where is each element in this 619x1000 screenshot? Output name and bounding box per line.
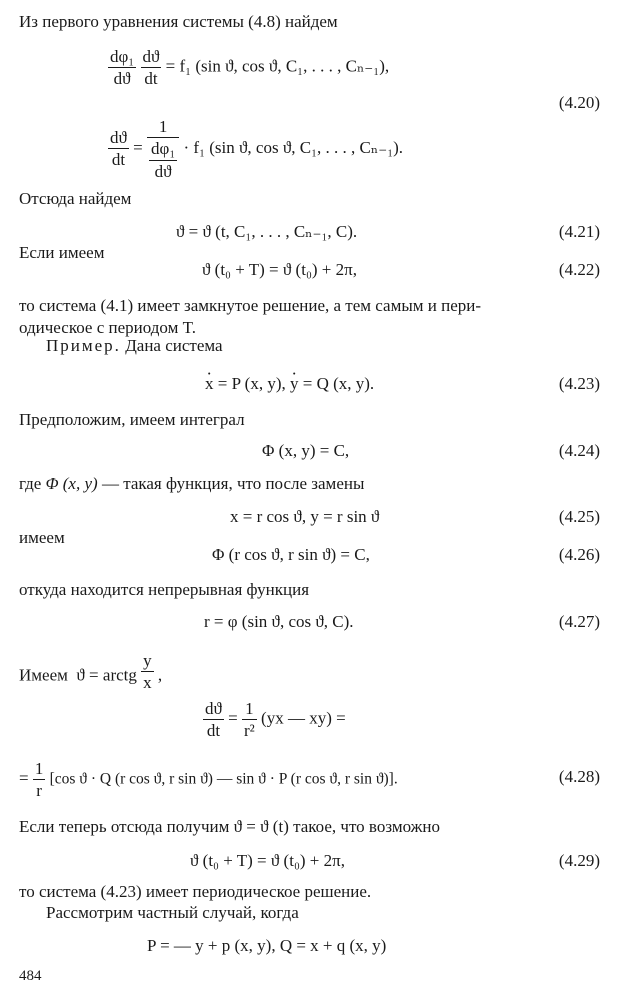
- text-line: то система (4.1) имеет замкнутое решение, а тем самым и пери-: [19, 296, 482, 315]
- equation-4-20-a: [108, 46, 389, 90]
- equation-number: (4.24): [558, 441, 600, 460]
- equation-part: = P (x, y),: [213, 374, 290, 393]
- equation-number: (4.29): [558, 851, 600, 870]
- equation-4-25: x = r cos ϑ, y = r sin ϑ: [230, 507, 380, 526]
- equation-rhs: = f₁ (sin ϑ, cos ϑ, C₁, . . . , Cₙ₋₁),: [165, 56, 390, 76]
- example-label: Пример.: [46, 336, 121, 355]
- text-line: Из первого уравнения системы (4.8) найдем: [19, 12, 338, 31]
- numerator: dϑ: [141, 46, 162, 68]
- equation-4-26: Φ (r cos ϑ, r sin ϑ) = C,: [212, 545, 370, 564]
- text-line: имеем: [19, 528, 65, 547]
- denominator: dt: [111, 150, 126, 170]
- x-dot: · x: [205, 374, 214, 394]
- equation-number: (4.20): [558, 93, 600, 112]
- denominator: r: [36, 781, 42, 801]
- numerator: 1: [33, 758, 46, 780]
- equation-part: = Q (x, y).: [298, 374, 375, 393]
- equation-4-20-b: [108, 116, 403, 182]
- text-part: Имеем: [19, 665, 68, 685]
- equation-number: (4.27): [558, 612, 600, 631]
- fraction: [108, 46, 136, 90]
- text-line: то система (4.23) имеет периодическое решение.: [19, 882, 372, 901]
- equation-rhs: · f₁ (sin ϑ, cos ϑ, C₁, . . . , Cₙ₋₁).: [183, 137, 404, 157]
- equation-4-29: ϑ (t₀ + T) = ϑ (t₀) + 2π,: [190, 851, 345, 870]
- example-text: Дана система: [120, 336, 223, 355]
- fraction: [242, 698, 257, 742]
- equation-4-28: [19, 758, 398, 802]
- equation-last: P = — y + p (x, y), Q = x + q (x, y): [147, 936, 387, 955]
- equation-number: (4.26): [558, 545, 600, 564]
- text-line: одическое с периодом T.: [19, 318, 196, 337]
- denominator: dϑ: [113, 69, 131, 89]
- text-line: Если имеем: [19, 243, 105, 262]
- numerator: dφ₁: [108, 46, 136, 68]
- equation-dtheta-dt: [203, 698, 346, 742]
- fraction: [141, 46, 162, 90]
- text-line: Предположим, имеем интеграл: [19, 410, 245, 429]
- equation-4-27: r = φ (sin ϑ, cos ϑ, C).: [204, 612, 354, 631]
- text-line: Отсюда найдем: [19, 189, 132, 208]
- function-symbol: Φ (x, y): [45, 474, 98, 493]
- fraction: [33, 758, 46, 802]
- equation-4-24: Φ (x, y) = C,: [262, 441, 350, 460]
- page-number: 484: [19, 968, 42, 984]
- fraction: [141, 650, 154, 694]
- text-line: Рассмотрим частный случай, когда: [46, 903, 299, 922]
- equation-4-21: ϑ = ϑ (t, C₁, . . . , Cₙ₋₁, C).: [176, 222, 358, 241]
- equation-number: (4.21): [558, 222, 600, 241]
- equation-4-22: ϑ (t₀ + T) = ϑ (t₀) + 2π,: [202, 260, 357, 279]
- nested-fraction: [147, 138, 179, 182]
- text-line: [19, 474, 364, 494]
- equation-4-23: [205, 374, 374, 394]
- text-line: [19, 650, 162, 694]
- denominator: dt: [144, 69, 158, 89]
- equation-number: (4.22): [558, 260, 600, 279]
- text-part: — такая функция, что после замены: [97, 474, 365, 493]
- numerator: y: [141, 650, 154, 672]
- equals-sign: =: [19, 768, 29, 788]
- equation-number: (4.23): [558, 374, 600, 393]
- fraction: [203, 698, 224, 742]
- equation-number: (4.25): [558, 507, 600, 526]
- fraction: [147, 116, 179, 182]
- numerator: 1: [147, 116, 179, 138]
- denominator: x: [143, 673, 152, 693]
- equals-sign: =: [133, 137, 143, 157]
- numerator: dϑ: [108, 127, 129, 149]
- fraction: [108, 127, 129, 171]
- text-line: Если теперь отсюда получим ϑ = ϑ (t) такое, что возможно: [19, 817, 440, 836]
- equation-number: (4.28): [558, 767, 600, 786]
- numerator: dϑ: [203, 698, 224, 720]
- equation-rhs: (yx — xy) =: [261, 708, 346, 728]
- text-line: откуда находится непрерывная функция: [19, 580, 310, 599]
- numerator: dφ₁: [149, 138, 177, 160]
- comma: ,: [157, 665, 163, 685]
- equals-sign: =: [228, 708, 238, 728]
- text-part: где: [19, 474, 46, 493]
- numerator: 1: [242, 698, 257, 720]
- denominator: dt: [206, 721, 221, 741]
- equation-rhs: [cos ϑ · Q (r cos ϑ, r sin ϑ) — sin ϑ · P (r cos ϑ, r sin ϑ)].: [49, 770, 398, 788]
- denominator: dϑ: [154, 161, 172, 181]
- equation-part: ϑ = arctg: [76, 665, 137, 685]
- y-dot: · y: [290, 374, 299, 394]
- text-line: [46, 336, 223, 356]
- denominator: r²: [244, 721, 255, 741]
